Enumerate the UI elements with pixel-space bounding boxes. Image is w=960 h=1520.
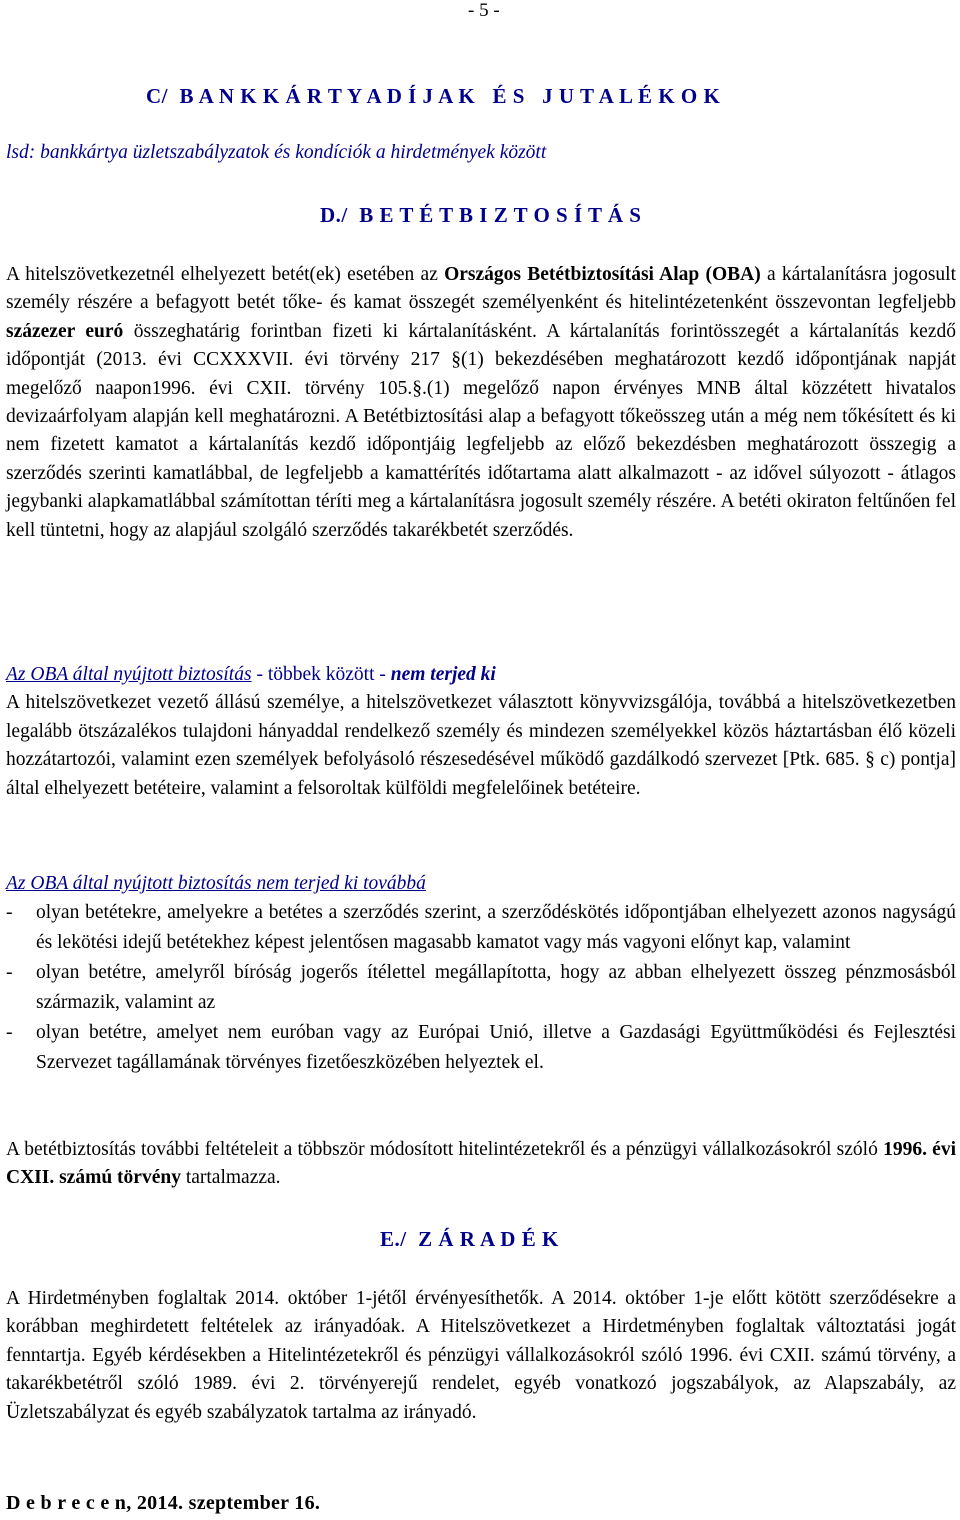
p2-text-1: - többek között - bbox=[251, 664, 391, 685]
p3-underlined-heading: Az OBA által nyújtott biztosítás nem terjed ki továbbá bbox=[6, 873, 426, 894]
section-c-title: C/ B A N K K Á R T Y A D Í J A K É S J U T A L É K O K bbox=[146, 84, 721, 108]
p1-text-1: A hitelszövetkezetnél elhelyezett betét(ek) esetében az bbox=[6, 264, 445, 285]
p4-text-2: tartalmazza. bbox=[180, 1167, 281, 1189]
p2-italic-not-covered: nem terjed ki bbox=[390, 664, 496, 685]
list-item: - olyan betétekre, amelyekre a betétes a szerződés szerint, a szerződéskötés időpontjában elhelyezett azonos nagyságú és lekötési idejű betétekhez képest jelentősen magasabb kamatot vagy más vagyoni előnyt kap, valamint bbox=[6, 902, 956, 953]
signature-date: D e b r e c e n, 2014. szeptember 16. bbox=[6, 1492, 321, 1514]
section-e-title: E./ Z Á R A D É K bbox=[380, 1227, 559, 1251]
exclusions-paragraph bbox=[6, 661, 956, 803]
legal-reference-paragraph bbox=[6, 1136, 956, 1193]
p2-underlined-heading: Az OBA által nyújtott biztosítás bbox=[6, 664, 252, 685]
p1-bold-oba: Országos Betétbiztosítási Alap (OBA) bbox=[444, 264, 761, 285]
p4-bold-law: 1996. évi CXII. számú törvény bbox=[6, 1139, 956, 1189]
closing-clause-paragraph: A Hirdetményben foglaltak 2014. október 1-jétől érvényesíthetők. A 2014. október 1-je előtt kötött szerződésekre a korábban meghirdetett feltételek az irányadóak. A Hitelszövetkezet a Hirdetményben foglaltak változtatási jogát fenntartja. Egyéb kérdésekben a Hitelintézetekről és pénzügyi vállalkozásokról szóló 1996. évi CXII. számú törvény, a takarékbetétről szóló 1989. évi 2. törvényerejű rendelet, egyéb vonatkozó jogszabályok, az Alapszabály, az Üzletszabályzat és egyéb szabályzatok tartalma az irányadó. bbox=[6, 1288, 956, 1423]
p4-text-1: A betétbiztosítás további feltételeit a többször módosított hitelintézetekről és a pénzügyi vállalkozásokról szóló bbox=[6, 1139, 884, 1160]
deposit-insurance-paragraph bbox=[6, 261, 956, 545]
p1-bold-limit: százezer euró bbox=[6, 320, 124, 342]
section-c-note: lsd: bankkártya üzletszabályzatok és kondíciók a hirdetmények között bbox=[6, 142, 547, 163]
section-d-title: D./ B E T É T B I Z T O S Í T Á S bbox=[320, 203, 642, 227]
further-exclusions-heading bbox=[6, 870, 956, 898]
p1-text-2: a kártalanításra jogosult személy részére a befagyott betét tőke- és kamat összegét személyenként és hitelintézetenként összevontan legfeljebb bbox=[6, 264, 956, 314]
p2-text-2: A hitelszövetkezet vezető állású személye, a hitelszövetkezet választott könyvvizsgálója, továbbá a hitelszövetkezetben legalább ötszázalékos tulajdoni hányaddal rendelkező személy és mindezen személyekkel közös háztartásban élő közeli hozzátartozói, valamint ezen személyek befolyásoló részesedésével működő gazdálkodó szervezet [Ptk. 685. § c) pontja] által elhelyezett betéteire, valamint a felsoroltak külföldi megfelelőinek betéteire. bbox=[6, 692, 956, 799]
list-item: - olyan betétre, amelyet nem euróban vagy az Európai Unió, illetve a Gazdasági Együttműködési és Fejlesztési Szervezet tagállamának törvényes fizetőeszközében helyeztek el. bbox=[6, 1022, 956, 1073]
p1-text-3: összeghatárig forintban fizeti ki kártalanításként. A kártalanítás forintösszegét a kártalanítás kezdő időpontját (2013. évi CCXXXVII. évi törvény 217 §(1) bekezdésében meghatározott kezdő időpontjának napját megelőző naapon1996. évi CXII. törvény 105.§.(1) megelőző napon érvényes MNB által közzétett hivatalos devizaárfolyam alapján kell meghatározni. A Betétbiztosítási alap a befagyott tőkeösszeg után a még nem tőkésített és ki nem fizetett kamatot a kártalanítás kezdő időpontjáig legfeljebb az előző bekezdésben meghatározott összegig a szerződés szerinti kamatlábbal, de legfeljebb a kamattérítés időtartama alatt alkalmazott - az idővel súlyozott - átlagos jegybanki alapkamatlábbal számítottan téríti meg a kártalanításra jogosult személy részére. A betéti okiraton feltűnően fel kell tüntetni, hogy az alapjául szolgáló szerződés takarékbetét szerződés. bbox=[6, 320, 956, 541]
exclusions-list bbox=[6, 898, 956, 1078]
list-item: - olyan betétre, amelyről bíróság jogerős ítélettel megállapította, hogy az abban elhelyezett összeg pénzmosásból származik, valamint az bbox=[6, 962, 956, 1013]
page-number: - 5 - bbox=[468, 0, 500, 21]
